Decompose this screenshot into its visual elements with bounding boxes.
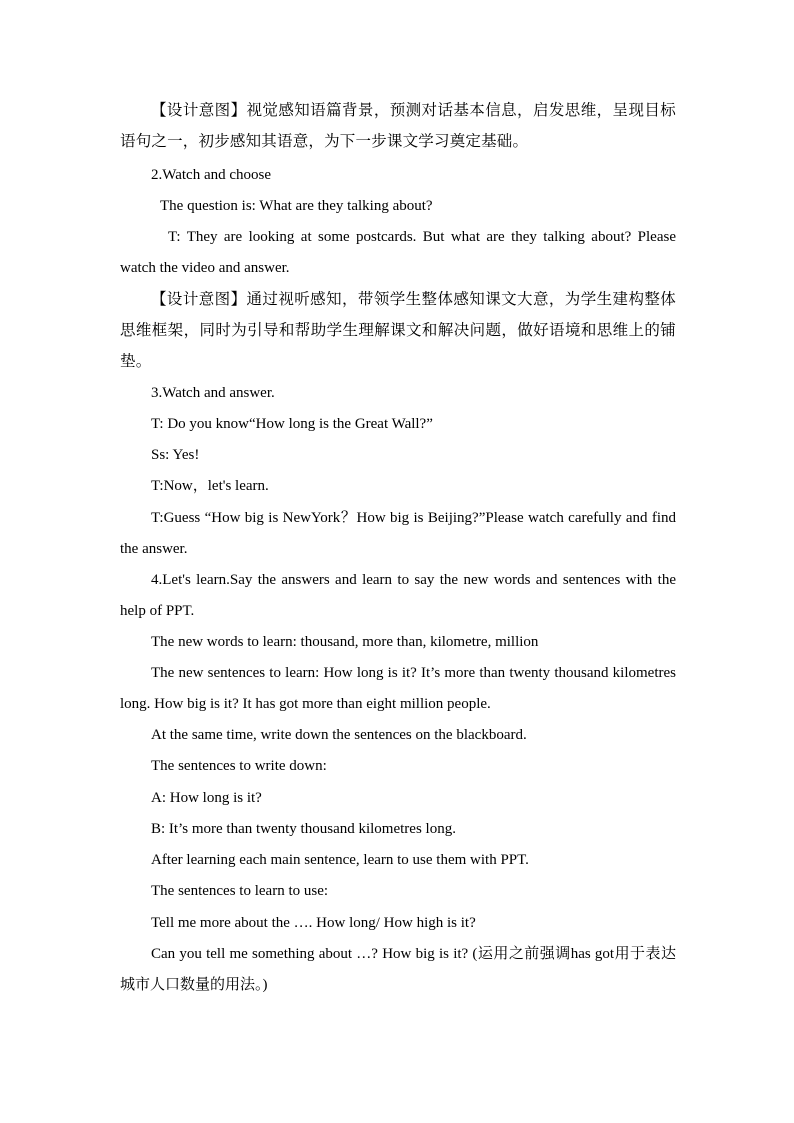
step-2-heading: 2.Watch and choose [151, 167, 271, 183]
step-3-heading: 3.Watch and answer. [151, 385, 275, 401]
blackboard-line: At the same time, write down the sentences on the blackboard. [151, 727, 527, 743]
sentence-a-line: A: How long is it? [151, 790, 262, 806]
sentence-b-line: B: It’s more than twenty thousand kilometres long. [151, 821, 456, 837]
teacher-now-line: T:Now，let's learn. [151, 478, 269, 494]
step-4-paragraph: 4.Let's learn.Say the answers and learn to say the new words and sentences with the help of PPT. [120, 572, 676, 619]
design-intent-paragraph-1: 【设计意图】视觉感知语篇背景，预测对话基本信息，启发思维，呈现目标语句之一，初步感知其语意，为下一步课文学习奠定基础。 [120, 101, 676, 150]
can-you-tell-paragraph: Can you tell me something about …? How big is it? (运用之前强调has got用于表达城市人口数量的用法。) [120, 946, 676, 993]
teacher-great-wall-line: T: Do you know“How long is the Great Wall?” [151, 416, 433, 432]
new-sentences-paragraph: The new sentences to learn: How long is it? It’s more than twenty thousand kilometres long. How big is it? It has got more than eight million people. [120, 665, 676, 712]
students-yes-line: Ss: Yes! [151, 447, 200, 463]
teacher-guess-line: T:Guess “How big is NewYork？How big is Beijing?”Please watch carefully and find the answer. [120, 510, 676, 557]
tell-me-more-line: Tell me more about the …. How long/ How high is it? [151, 915, 476, 931]
new-words-line: The new words to learn: thousand, more than, kilometre, million [151, 634, 539, 650]
design-intent-paragraph-2: 【设计意图】通过视听感知，带领学生整体感知课文大意，为学生建构整体思维框架，同时为引导和帮助学生理解课文和解决问题，做好语境和思维上的铺垫。 [120, 290, 676, 370]
sentences-to-write-line: The sentences to write down: [151, 758, 327, 774]
teacher-postcards-line: T: They are looking at some postcards. But what are they talking about? Please watch the video and answer. [120, 229, 676, 276]
after-learning-line: After learning each main sentence, learn to use them with PPT. [151, 852, 529, 868]
sentences-to-use-line: The sentences to learn to use: [151, 883, 329, 899]
question-line: The question is: What are they talking about? [160, 198, 433, 214]
